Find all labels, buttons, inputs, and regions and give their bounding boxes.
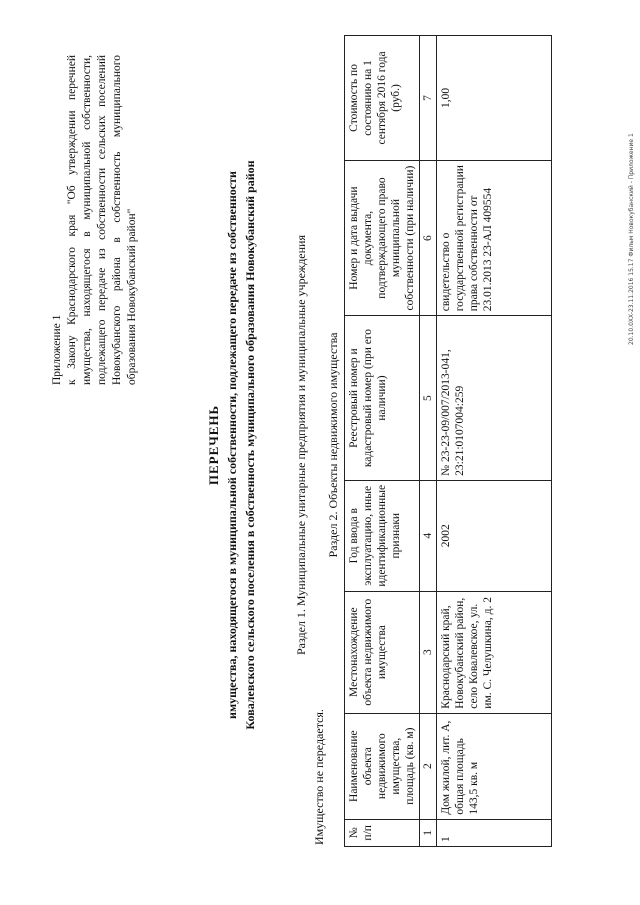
- table-row: [437, 36, 552, 847]
- cell-number: 1: [437, 819, 552, 846]
- header-cell-cost: Стоимость по состоянию на 1 сентября 2016 года (руб.): [345, 36, 420, 161]
- cell-cost: 1,00: [437, 36, 552, 161]
- header-cell-name: Наименование объекта недвижимого имущества, площадь (кв. м): [345, 713, 420, 819]
- column-number: 7: [420, 36, 437, 161]
- no-transfer-note: Имущество не передается.: [312, 709, 326, 845]
- property-table: [344, 35, 552, 847]
- header-cell-registry: Реестровый номер и кадастровый номер (при его наличии): [345, 316, 420, 481]
- appendix-label: Приложение 1: [51, 314, 63, 385]
- column-number: 1: [420, 819, 437, 846]
- appendix-block: [50, 55, 140, 385]
- column-number-row: [420, 36, 437, 847]
- cell-registry: № 23-23-09/007/2013-041, 23:21:0107004:259: [437, 316, 552, 481]
- page-footer: 20.10.0XX-23.11.2016 15.17 Фильм Новокубанский - Приложение 1: [628, 133, 635, 345]
- header-cell-location: Местонахождение объекта недвижимого имущества: [345, 591, 420, 713]
- appendix-text: к Закону Краснодарского края "Об утверждении перечней имущества, находящегося в муниципальной собственности, подлежащего передаче из собственности сельских поселений Новокубанского района в собственность муниципального образования Новокубанский район": [66, 55, 138, 385]
- column-number: 5: [420, 316, 437, 481]
- cell-year: 2002: [437, 480, 552, 591]
- column-number: 2: [420, 713, 437, 819]
- section-1-heading: Раздел 1. Муниципальные унитарные предприятия и муниципальные учреждения: [294, 234, 308, 656]
- header-cell-number: № п/п: [345, 819, 420, 846]
- subtitle-line-2: Ковалевского сельского поселения в собственность муниципального образования Новокубанский район: [243, 160, 257, 730]
- document-title: ПЕРЕЧЕНЬ: [206, 404, 221, 486]
- column-number: 6: [420, 160, 437, 315]
- column-number: 4: [420, 480, 437, 591]
- cell-name: Дом жилой, лит. А, общая площадь 143,5 кв. м: [437, 713, 552, 819]
- table-header-row: [345, 36, 420, 847]
- cell-location: Краснодарский край, Новокубанский район, село Ковалевское, ул. им. С. Челушкина, д. 2: [437, 591, 552, 713]
- header-cell-document: Номер и дата выдачи документа, подтверждающего право муниципальной собственности (при наличии): [345, 160, 420, 315]
- subtitle-line-1: имущества, находящегося в муниципальной собственности, подлежащего передаче из собственности: [225, 171, 239, 719]
- title-block: [206, 45, 258, 845]
- cell-document: свидетельство о государственной регистрации права собственности от 23.01.2013 23-АЛ 409554: [437, 160, 552, 315]
- header-cell-year: Год ввода в эксплуатацию, иные идентификационные признаки: [345, 480, 420, 591]
- column-number: 3: [420, 591, 437, 713]
- section-2-heading: Раздел 2. Объекты недвижимого имущества: [326, 332, 340, 558]
